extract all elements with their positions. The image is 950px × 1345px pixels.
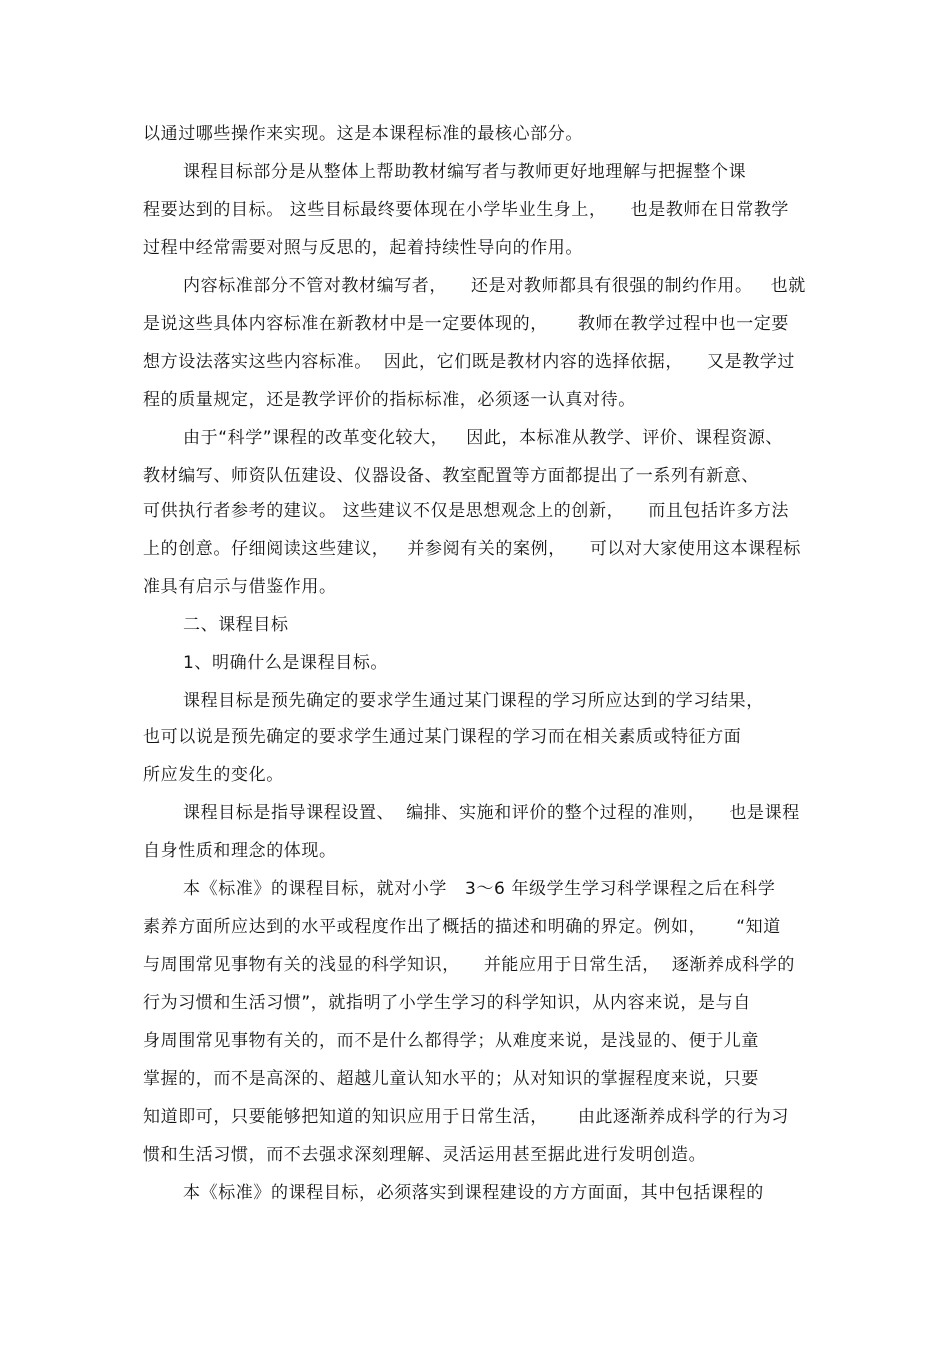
text-line: 惯和生活习惯，而不去强求深刻理解、灵活运用甚至据此进行发明创造。 [143,1145,707,1165]
section-heading: 二、课程目标 [183,615,289,635]
text-line: 本《标准》的课程目标，必须落实到课程建设的方方面面，其中包括课程的 [183,1183,764,1203]
text-line: 与周围常见事物有关的浅显的科学知识， 并能应用于日常生活， 逐渐养成科学的 [143,955,796,975]
text-line: 所应发生的变化。 [143,765,284,785]
text-line: 也可以说是预先确定的要求学生通过某门课程的学习而在相关素质或特征方面 [143,727,742,747]
text-line: 内容标准部分不管对教材编写者， 还是对教师都具有很强的制约作用。 也就 [183,276,806,296]
text-line: 课程目标是指导课程设置、 编排、实施和评价的整个过程的准则， 也是课程 [183,803,800,823]
text-line: 课程目标部分是从整体上帮助教材编写者与教师更好地理解与把握整个课 [183,162,747,182]
text-line: 知道即可，只要能够把知道的知识应用于日常生活， 由此逐渐养成科学的行为习 [143,1107,790,1127]
subsection-heading: 1、明确什么是课程目标。 [183,653,389,673]
text-line: 课程目标是预先确定的要求学生通过某门课程的学习所应达到的学习结果， [183,691,764,711]
text-line: 行为习惯和生活习惯”，就指明了小学生学习的科学知识，从内容来说，是与自 [143,993,751,1013]
text-line: 可供执行者参考的建议。 这些建议不仅是思想观念上的创新， 而且包括许多方法 [143,501,790,521]
text-line: 身周围常见事物有关的，而不是什么都得学；从难度来说，是浅显的、便于儿童 [143,1031,759,1051]
text-line: 上的创意。仔细阅读这些建议， 并参阅有关的案例， 可以对大家使用这本课程标 [143,539,802,559]
text-line: 教材编写、师资队伍建设、仪器设备、教室配置等方面都提出了一系列有新意、 [143,466,759,486]
text-line: 以通过哪些操作来实现。这是本课程标准的最核心部分。 [143,124,583,144]
text-line: 过程中经常需要对照与反思的，起着持续性导向的作用。 [143,238,583,258]
text-line: 掌握的，而不是高深的、超越儿童认知水平的；从对知识的掌握程度来说，只要 [143,1069,759,1089]
text-line: 是说这些具体内容标准在新教材中是一定要体现的， 教师在教学过程中也一定要 [143,314,790,334]
text-line: 想方设法落实这些内容标准。 因此，它们既是教材内容的选择依据， 又是教学过 [143,352,796,372]
text-line: 素养方面所应达到的水平或程度作出了概括的描述和明确的界定。例如， “知道 [143,917,781,937]
text-line: 准具有启示与借鉴作用。 [143,577,337,597]
text-line: 由于“科学”课程的改革变化较大， 因此，本标准从教学、评价、课程资源、 [183,428,784,448]
text-line: 本《标准》的课程目标，就对小学 3～6 年级学生学习科学课程之后在科学 [183,879,776,899]
text-line: 程要达到的目标。 这些目标最终要体现在小学毕业生身上， 也是教师在日常教学 [143,200,790,220]
text-line: 程的质量规定，还是教学评价的指标标准，必须逐一认真对待。 [143,390,636,410]
text-line: 自身性质和理念的体现。 [143,841,337,861]
